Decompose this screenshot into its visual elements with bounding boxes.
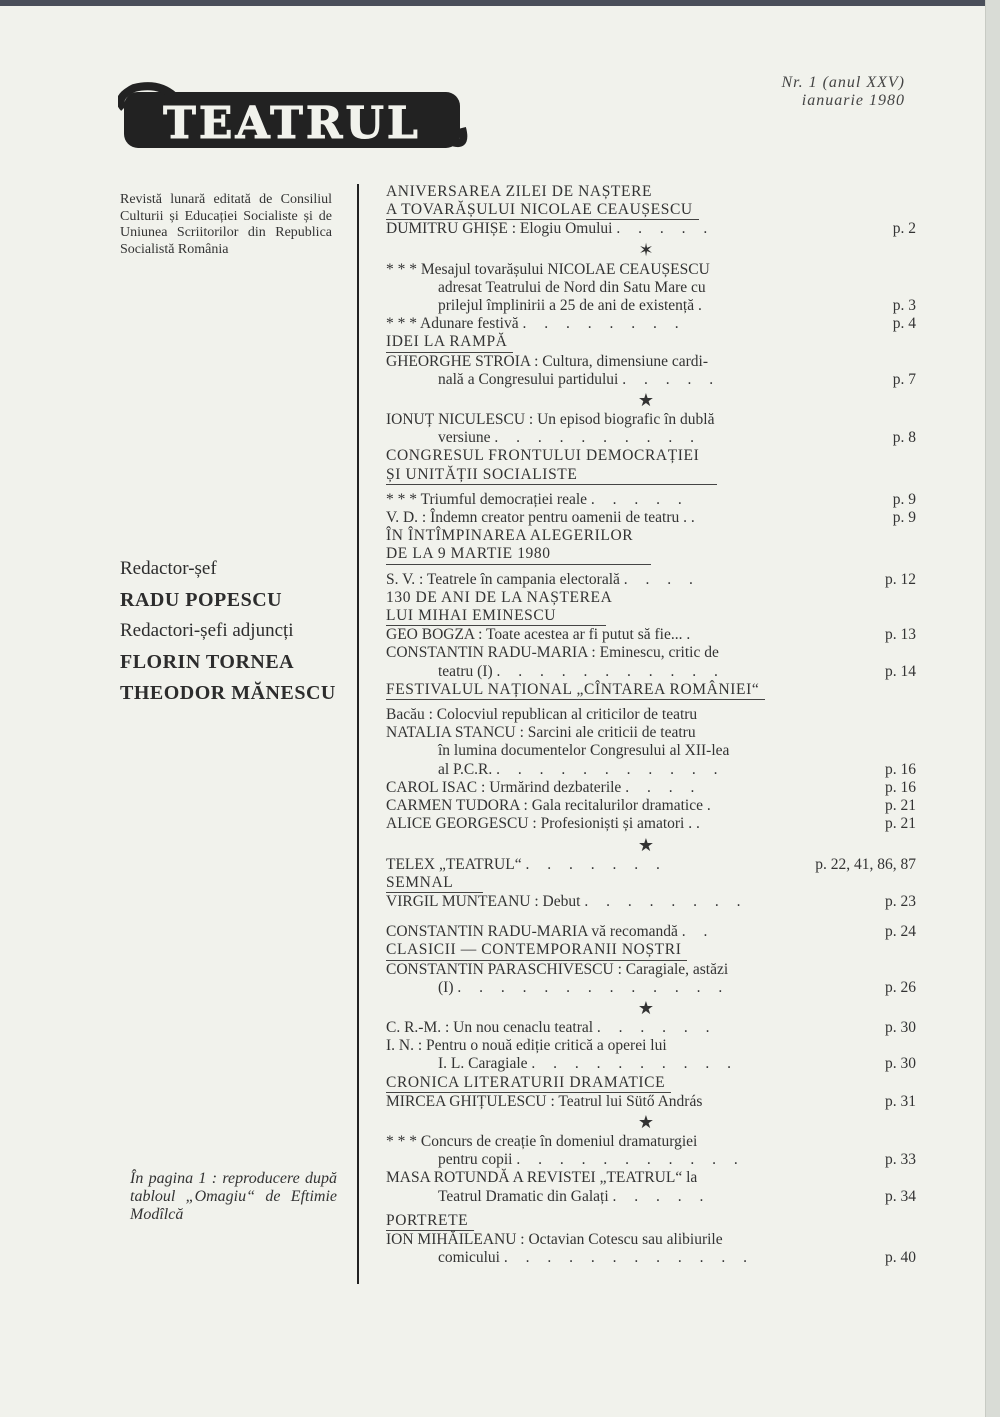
toc-entry: IONUȚ NICULESCU : Un episod biografic în dublă	[386, 411, 715, 429]
toc-entry: I. N. : Pentru o nouă ediție critică a operei lui	[386, 1037, 667, 1055]
page-ref: p. 14	[885, 662, 916, 680]
page-ref: p. 30	[885, 1018, 916, 1036]
page-ref: p. 26	[885, 978, 916, 996]
star-ornament: ★	[637, 834, 655, 855]
page-ref: p. 21	[885, 797, 916, 815]
section-heading: CLASICII — CONTEMPORANII NOȘTRI	[386, 941, 687, 960]
logo-text: TEATRUL	[163, 98, 421, 149]
star-ornament: ★	[637, 390, 655, 411]
page-ref: p. 31	[885, 1092, 916, 1110]
star-ornament: ★	[637, 1111, 655, 1132]
star-ornament: ★	[637, 997, 655, 1018]
page-ref: p. 33	[885, 1151, 916, 1169]
section-heading: ÎN ÎNTÎMPINAREA ALEGERILOR	[386, 527, 634, 545]
section-heading: LUI MIHAI EMINESCU	[386, 607, 606, 626]
section-heading: A TOVARĂȘULUI NICOLAE CEAUȘESCU	[386, 201, 699, 220]
toc-entry: CARMEN TUDORA : Gala recitalurilor dramatice . p. 21	[386, 797, 916, 815]
editor-in-chief-name: RADU POPESCU	[120, 589, 283, 611]
page-ref: p. 4	[892, 315, 916, 333]
page-ref: p. 12	[885, 570, 916, 588]
page-ref: p. 16	[885, 778, 916, 796]
page-ref: p. 9	[892, 490, 916, 508]
page-ref: p. 2	[892, 220, 916, 238]
deputy-editor-1: FLORIN TORNEA	[120, 651, 295, 673]
toc-entry: MIRCEA GHIȚULESCU : Teatrul lui Sütő András p. 31	[386, 1092, 916, 1110]
column-divider	[357, 184, 359, 1284]
toc-entry: MASA ROTUNDĂ A REVISTEI „TEATRUL“ la	[386, 1169, 698, 1187]
section-heading: ANIVERSAREA ZILEI DE NAȘTERE	[386, 183, 653, 200]
masthead-description: Revistă lunară editată de Consiliul Culturii și Educației Socialiste și de Uniunea Scriitorilor din Republica Socialistă România	[120, 192, 332, 257]
page-ref: p. 8	[892, 429, 916, 447]
section-heading: CONGRESUL FRONTULUI DEMOCRAȚIEI	[386, 447, 700, 465]
page-ref: p. 30	[885, 1055, 916, 1073]
section-heading: IDEI LA RAMPĂ	[386, 333, 513, 352]
page-ref: p. 23	[885, 892, 916, 910]
section-heading: CRONICA LITERATURII DRAMATICE	[386, 1074, 671, 1093]
top-edge-stripe	[0, 0, 985, 6]
page-ref: p. 24	[885, 923, 916, 941]
cover-caption: În pagina 1 : reproducere după tabloul „Omagiu“ de Eftimie Modîlcă	[130, 1170, 337, 1223]
toc-entry: GEO BOGZA : Toate acestea ar fi putut să fie... . p. 13	[386, 626, 916, 644]
page-ref: p. 13	[885, 626, 916, 644]
deputy-editors-role: Redactori-șefi adjuncți	[120, 620, 294, 641]
toc-entry: C. R.-M. : Un nou cenaclu teatral . . . . . . p. 30	[386, 1018, 916, 1036]
section-heading: SEMNAL	[386, 874, 483, 893]
editorial-staff	[120, 558, 350, 713]
teatrul-logo	[118, 78, 468, 158]
page-ref: p. 16	[885, 760, 916, 778]
page-ref: p. 21	[885, 815, 916, 833]
page-ref: p. 22, 41, 86, 87	[815, 855, 916, 873]
toc-entry: * * * Concurs de creație în domeniul dramaturgiei	[386, 1132, 698, 1150]
section-heading: DE LA 9 MARTIE 1980	[386, 545, 651, 564]
issue-date: ianuarie 1980	[801, 92, 905, 109]
toc-entry: CAROL ISAC : Urmărind dezbaterile . . . . p. 16	[386, 778, 916, 796]
toc-entry: Bacău : Colocviul republican al criticilor de teatru	[386, 706, 698, 724]
section-heading: FESTIVALUL NAȚIONAL „CÎNTAREA ROMÂNIEI“	[386, 681, 765, 700]
toc-entry: V. D. : Îndemn creator pentru oamenii de teatru . . p. 9	[386, 509, 916, 527]
toc-entry: CONSTANTIN RADU-MARIA vă recomandă . . p. 24	[386, 923, 916, 941]
deputy-editor-2: THEODOR MĂNESCU	[120, 682, 336, 704]
toc-entry: * * * Triumful democrației reale . . . . . p. 9	[386, 490, 916, 508]
page-ref: p. 40	[885, 1249, 916, 1267]
issue-info	[715, 74, 905, 110]
section-heading: ȘI UNITĂȚII SOCIALISTE	[386, 466, 717, 485]
toc-entry: NATALIA STANCU : Sarcini ale criticii de teatru	[386, 724, 696, 742]
toc-entry: CONSTANTIN PARASCHIVESCU : Caragiale, astăzi	[386, 960, 729, 978]
page-ref: p. 34	[885, 1187, 916, 1205]
toc-entry: GHEORGHE STROIA : Cultura, dimensiune cardi-	[386, 352, 709, 370]
toc-entry: S. V. : Teatrele în campania electorală . . . . p. 12	[386, 570, 916, 588]
toc-entry: * * * Mesajul tovarășului NICOLAE CEAUȘESCU	[386, 260, 710, 278]
issue-number: Nr. 1 (anul XXV)	[781, 74, 905, 91]
star-ornament: ✶	[638, 239, 654, 260]
toc-entry: ALICE GEORGESCU : Profesioniști și amatori . . p. 21	[386, 815, 916, 833]
toc-entry: * * * Adunare festivă . . . . . . . . p. 4	[386, 315, 916, 333]
page-ref: p. 9	[892, 509, 916, 527]
section-heading: PORTRETE	[386, 1212, 474, 1231]
editor-in-chief-role: Redactor-șef	[120, 558, 217, 579]
toc-entry: CONSTANTIN RADU-MARIA : Eminescu, critic de	[386, 644, 719, 662]
page-ref: p. 7	[892, 370, 916, 388]
toc-entry: DUMITRU GHIȘE : Elogiu Omului . . . . . p. 2	[386, 220, 916, 238]
section-heading: 130 DE ANI DE LA NAȘTEREA	[386, 588, 613, 606]
table-of-contents: ANIVERSAREA ZILEI DE NAȘTERE A TOVARĂȘULUI NICOLAE CEAUȘESCU DUMITRU GHIȘE : Elogiu Omului . . . . . p. 2 ✶ * * * Mesajul tovarășului NICOLAE CEAUȘESCU adresat Teatrului de Nord din Satu Mare cu prilejul împlinirii a 25 de ani de existență . p. 3 * * * Adunare festivă . . . . . . . . p. 4 IDEI LA RAMPĂ GHEORGHE STROIA : Cultura, dimensiune cardi- nală a Congresului partidului . . . . . p. 7 ★ IONUȚ NICULESCU : Un episod biografic în dublă versiune . . . . . . . . . . p. 8 CONGRESUL FRONTULUI DEMOCRAȚIEI ȘI UNITĂȚII SOCIALISTE * * * Triumful democrației reale . . . . . p. 9 V. D. : Îndemn creator pentru oamenii de teatru . . p. 9 ÎN ÎNTÎMPINAREA ALEGERILOR DE LA 9 MARTIE 1980 S. V. : Teatrele în campania electorală . . . . p. 12 130 DE ANI DE LA NAȘTEREA LUI MIHAI EMINESCU GEO BOGZA : Toate acestea ar fi putut să fie... . p. 13 CONSTANTIN RADU-MARIA : Eminescu, critic de teatru (I) . . . . . . . . . . . p. 14 FESTIVALUL NAȚIONAL „CÎNTAREA ROMÂNIEI“ Bacău : Colocviul republican al criticilor de teatru NATALIA STANCU : Sarcini ale criticii de teatru în lumina documentelor Congresului al XII-lea al P.C.R. . . . . . . . . . . . p. 16 CAROL ISAC : Urmărind dezbaterile . . . . p. 16 CARMEN TUDORA : Gala recitalurilor dramatice . p. 21 ALICE GEORGESCU : Profesioniști și amatori . . p. 21 ★ TELEX „TEATRUL“ . . . . . . . p. 22, 41, 86, 87 SEMNAL VIRGIL MUNTEANU : Debut . . . . . . . . p. 23 CONSTANTIN RADU-MARIA vă recomandă . . p. 24 CLASICII — CONTEMPORANII NOȘTRI CONSTANTIN PARASCHIVESCU : Caragiale, astăzi (I) . . . . . . . . . . . . . p. 26 ★ C. R.-M. : Un nou cenaclu teatral . . . . . . p. 30 I. N. : Pentru o nouă ediție critică a operei lui I. L. Caragiale . . . . . . . . . . p. 30 CRONICA LITERATURII DRAMATICE MIRCEA GHIȚULESCU : Teatrul lui Sütő András p. 31 ★ * * * Concurs de creație în domeniul dramaturgiei pentru copii . . . . . . . . . . . p. 33 MASA ROTUNDĂ A REVISTEI „TEATRUL“ la Teatrul Dramatic din Galați . . . . . p. 34 PORTRETE ION MIHĂILEANU : Octavian Cotescu sau alibiurile comicului . . . . . . . . . . . . p. 40	[386, 183, 916, 1267]
toc-entry: TELEX „TEATRUL“ . . . . . . . p. 22, 41, 86, 87	[386, 855, 916, 873]
toc-entry: VIRGIL MUNTEANU : Debut . . . . . . . . p. 23	[386, 892, 916, 910]
page-ref: p. 3	[892, 297, 916, 315]
toc-entry: ION MIHĂILEANU : Octavian Cotescu sau alibiurile	[386, 1230, 723, 1248]
